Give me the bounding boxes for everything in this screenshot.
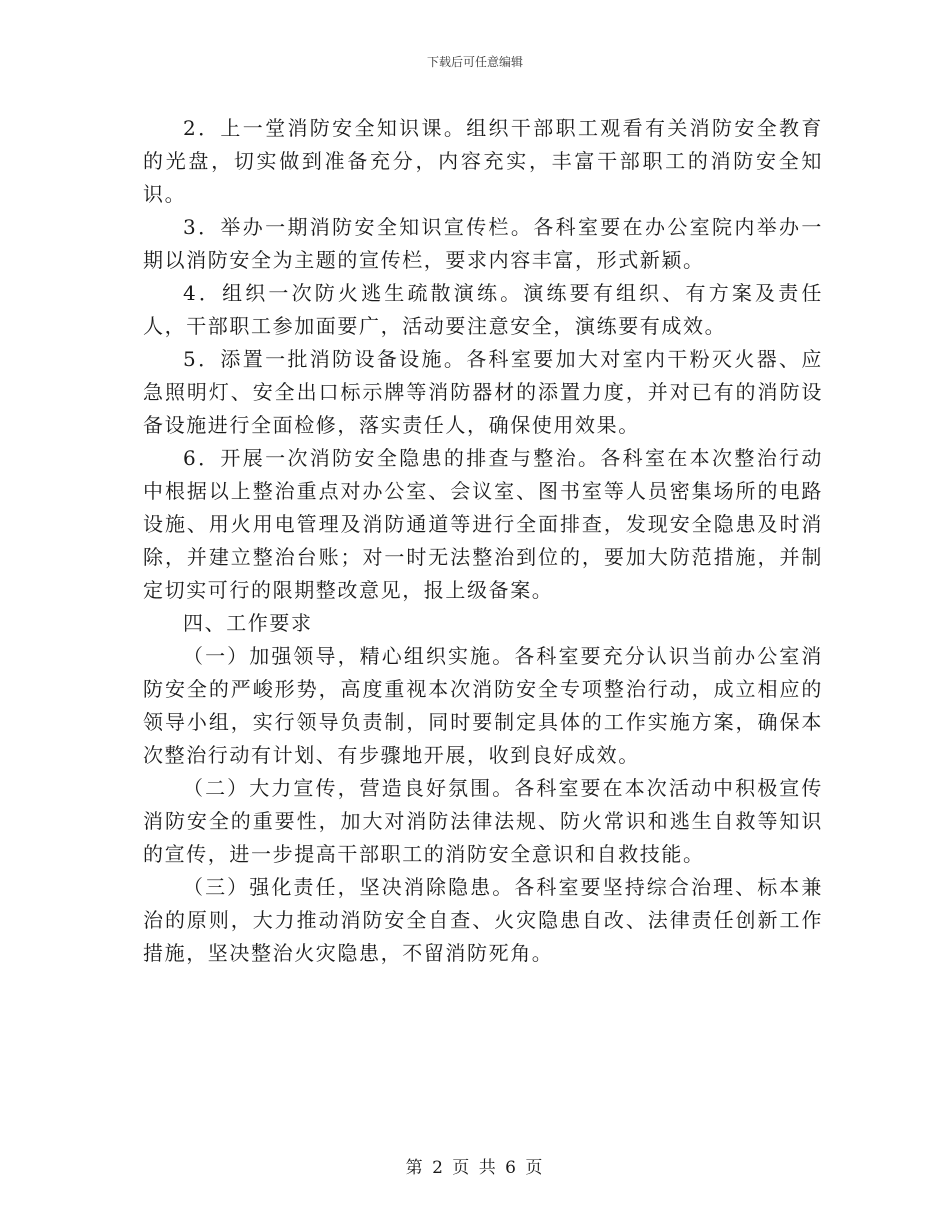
requirement-1: （一）加强领导，精心组织实施。各科室要充分认识当前办公室消防安全的严峻形势，高度重视本次消防安全专项整治行动，成立相应的领导小组，实行领导负责制，同时要制定具体的工作实施方案，确保本次整治行动有计划、有步骤地开展，收到良好成效。 [143, 644, 823, 767]
page-footer: 第 2 页 共 6 页 [405, 1158, 545, 1178]
document-body [143, 112, 823, 970]
paragraph-item-3: 3．举办一期消防安全知识宣传栏。各科室要在办公室院内举办一期以消防安全为主题的宣传栏，要求内容丰富，形式新颖。 [143, 215, 823, 272]
paragraph-item-4: 4．组织一次防火逃生疏散演练。演练要有组织、有方案及责任人，干部职工参加面要广，活动要注意安全，演练要有成效。 [143, 281, 823, 338]
paragraph-item-2: 2．上一堂消防安全知识课。组织干部职工观看有关消防安全教育的光盘，切实做到准备充分，内容充实，丰富干部职工的消防安全知识。 [143, 116, 823, 206]
paragraph-item-5: 5．添置一批消防设备设施。各科室要加大对室内干粉灭火器、应急照明灯、安全出口标示牌等消防器材的添置力度，并对已有的消防设备设施进行全面检修，落实责任人，确保使用效果。 [143, 347, 823, 437]
section-heading: 四、工作要求 [183, 611, 313, 635]
paragraph-item-6: 6．开展一次消防安全隐患的排查与整治。各科室在本次整治行动中根据以上整治重点对办公室、会议室、图书室等人员密集场所的电路设施、用火用电管理及消防通道等进行全面排查，发现安全隐患及时消除，并建立整治台账；对一时无法整治到位的，要加大防范措施，并制定切实可行的限期整改意见，报上级备案。 [143, 446, 823, 602]
requirement-2: （二）大力宣传，营造良好氛围。各科室要在本次活动中积极宣传消防安全的重要性，加大对消防法律法规、防火常识和逃生自救等知识的宣传，进一步提高干部职工的消防安全意识和自救技能。 [143, 776, 823, 866]
page-header: 下载后可任意编辑 [426, 55, 523, 69]
requirement-3: （三）强化责任，坚决消除隐患。各科室要坚持综合治理、标本兼治的原则，大力推动消防安全自查、火灾隐患自改、法律责任创新工作措施，坚决整治火灾隐患，不留消防死角。 [143, 875, 823, 965]
